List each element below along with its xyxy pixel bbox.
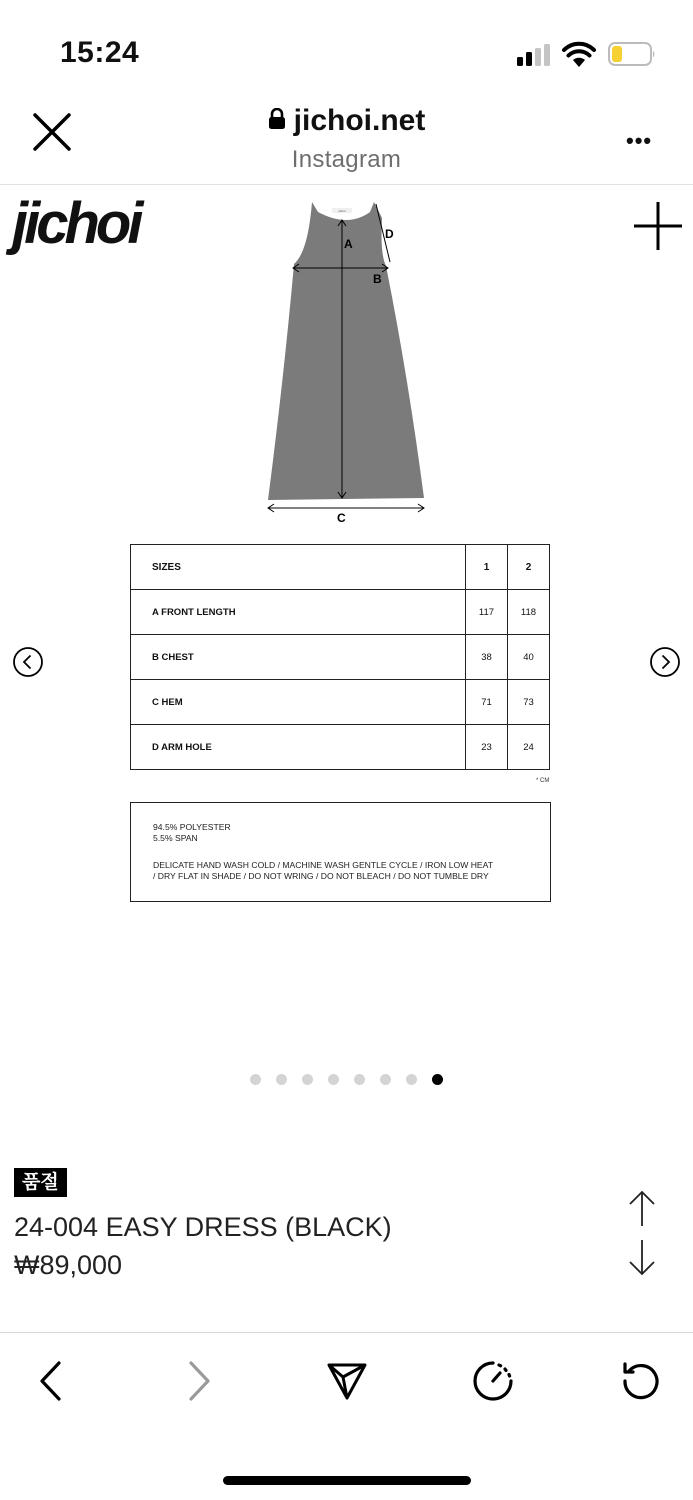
dress-tag-text: jichoi [338, 209, 346, 213]
share-icon[interactable] [326, 1360, 368, 1402]
product-price: ₩89,000 [14, 1250, 123, 1280]
header-divider [0, 184, 693, 185]
table-header-row [131, 545, 550, 590]
page-subtitle: Instagram [291, 146, 402, 173]
timer-icon[interactable] [472, 1360, 514, 1402]
carousel-dot[interactable] [302, 1074, 313, 1085]
row-label: C HEM [131, 680, 466, 725]
home-indicator [223, 1476, 471, 1485]
carousel-dot[interactable] [354, 1074, 365, 1085]
status-time: 15:24 [60, 36, 140, 69]
care-box [130, 802, 551, 902]
label-c: C [337, 511, 346, 525]
toolbar-divider [0, 1332, 693, 1333]
address-bar[interactable] [0, 104, 693, 138]
size-table [130, 544, 550, 770]
header-col2: 2 [508, 545, 550, 590]
plus-icon[interactable] [632, 200, 684, 252]
battery-icon [608, 42, 656, 66]
row-value-1: 38 [466, 635, 508, 680]
carousel-dot[interactable] [250, 1074, 261, 1085]
more-button[interactable]: ••• [626, 128, 653, 153]
brand-logo[interactable]: jichoi [12, 191, 140, 256]
row-value-1: 23 [466, 725, 508, 770]
carousel-dot[interactable] [432, 1074, 443, 1085]
next-image-button[interactable] [649, 646, 681, 678]
product-title: 24-004 EASY DRESS (BLACK) [14, 1212, 392, 1242]
carousel-dot[interactable] [276, 1074, 287, 1085]
label-d: D [385, 227, 394, 241]
row-value-1: 71 [466, 680, 508, 725]
sold-out-badge: 품절 [14, 1168, 67, 1197]
row-value-2: 73 [508, 680, 550, 725]
care-line: DELICATE HAND WASH COLD / MACHINE WASH GENTLE CYCLE / IRON LOW HEAT [153, 860, 493, 870]
row-value-2: 24 [508, 725, 550, 770]
label-a: A [344, 237, 353, 251]
signal-icon [517, 44, 553, 66]
wifi-icon [562, 40, 596, 68]
row-value-1: 117 [466, 590, 508, 635]
table-row [131, 725, 550, 770]
row-label: D ARM HOLE [131, 725, 466, 770]
header-label: SIZES [131, 545, 466, 590]
scroll-down-button[interactable] [628, 1238, 656, 1276]
lock-icon [268, 108, 286, 130]
url-text: jichoi.net [293, 104, 426, 137]
row-label: A FRONT LENGTH [131, 590, 466, 635]
carousel-dot[interactable] [328, 1074, 339, 1085]
unit-note: * CM [536, 778, 550, 784]
care-line: / DRY FLAT IN SHADE / DO NOT WRING / DO NOT BLEACH / DO NOT TUMBLE DRY [153, 870, 489, 881]
back-button[interactable] [30, 1360, 72, 1402]
row-value-2: 118 [508, 590, 550, 635]
scroll-up-button[interactable] [628, 1190, 656, 1228]
reload-icon[interactable] [620, 1360, 662, 1402]
table-row [131, 680, 550, 725]
dress-diagram [260, 196, 440, 530]
composition-line: 5.5% SPAN [153, 832, 198, 843]
composition-line: 94.5% POLYESTER [153, 822, 231, 832]
prev-image-button[interactable] [12, 646, 44, 678]
table-row [131, 635, 550, 680]
label-b: B [373, 272, 382, 286]
header-col1: 1 [466, 545, 508, 590]
carousel-dot[interactable] [406, 1074, 417, 1085]
forward-button[interactable] [178, 1360, 220, 1402]
row-value-2: 40 [508, 635, 550, 680]
carousel-dot[interactable] [380, 1074, 391, 1085]
row-label: B CHEST [131, 635, 466, 680]
table-row [131, 590, 550, 635]
